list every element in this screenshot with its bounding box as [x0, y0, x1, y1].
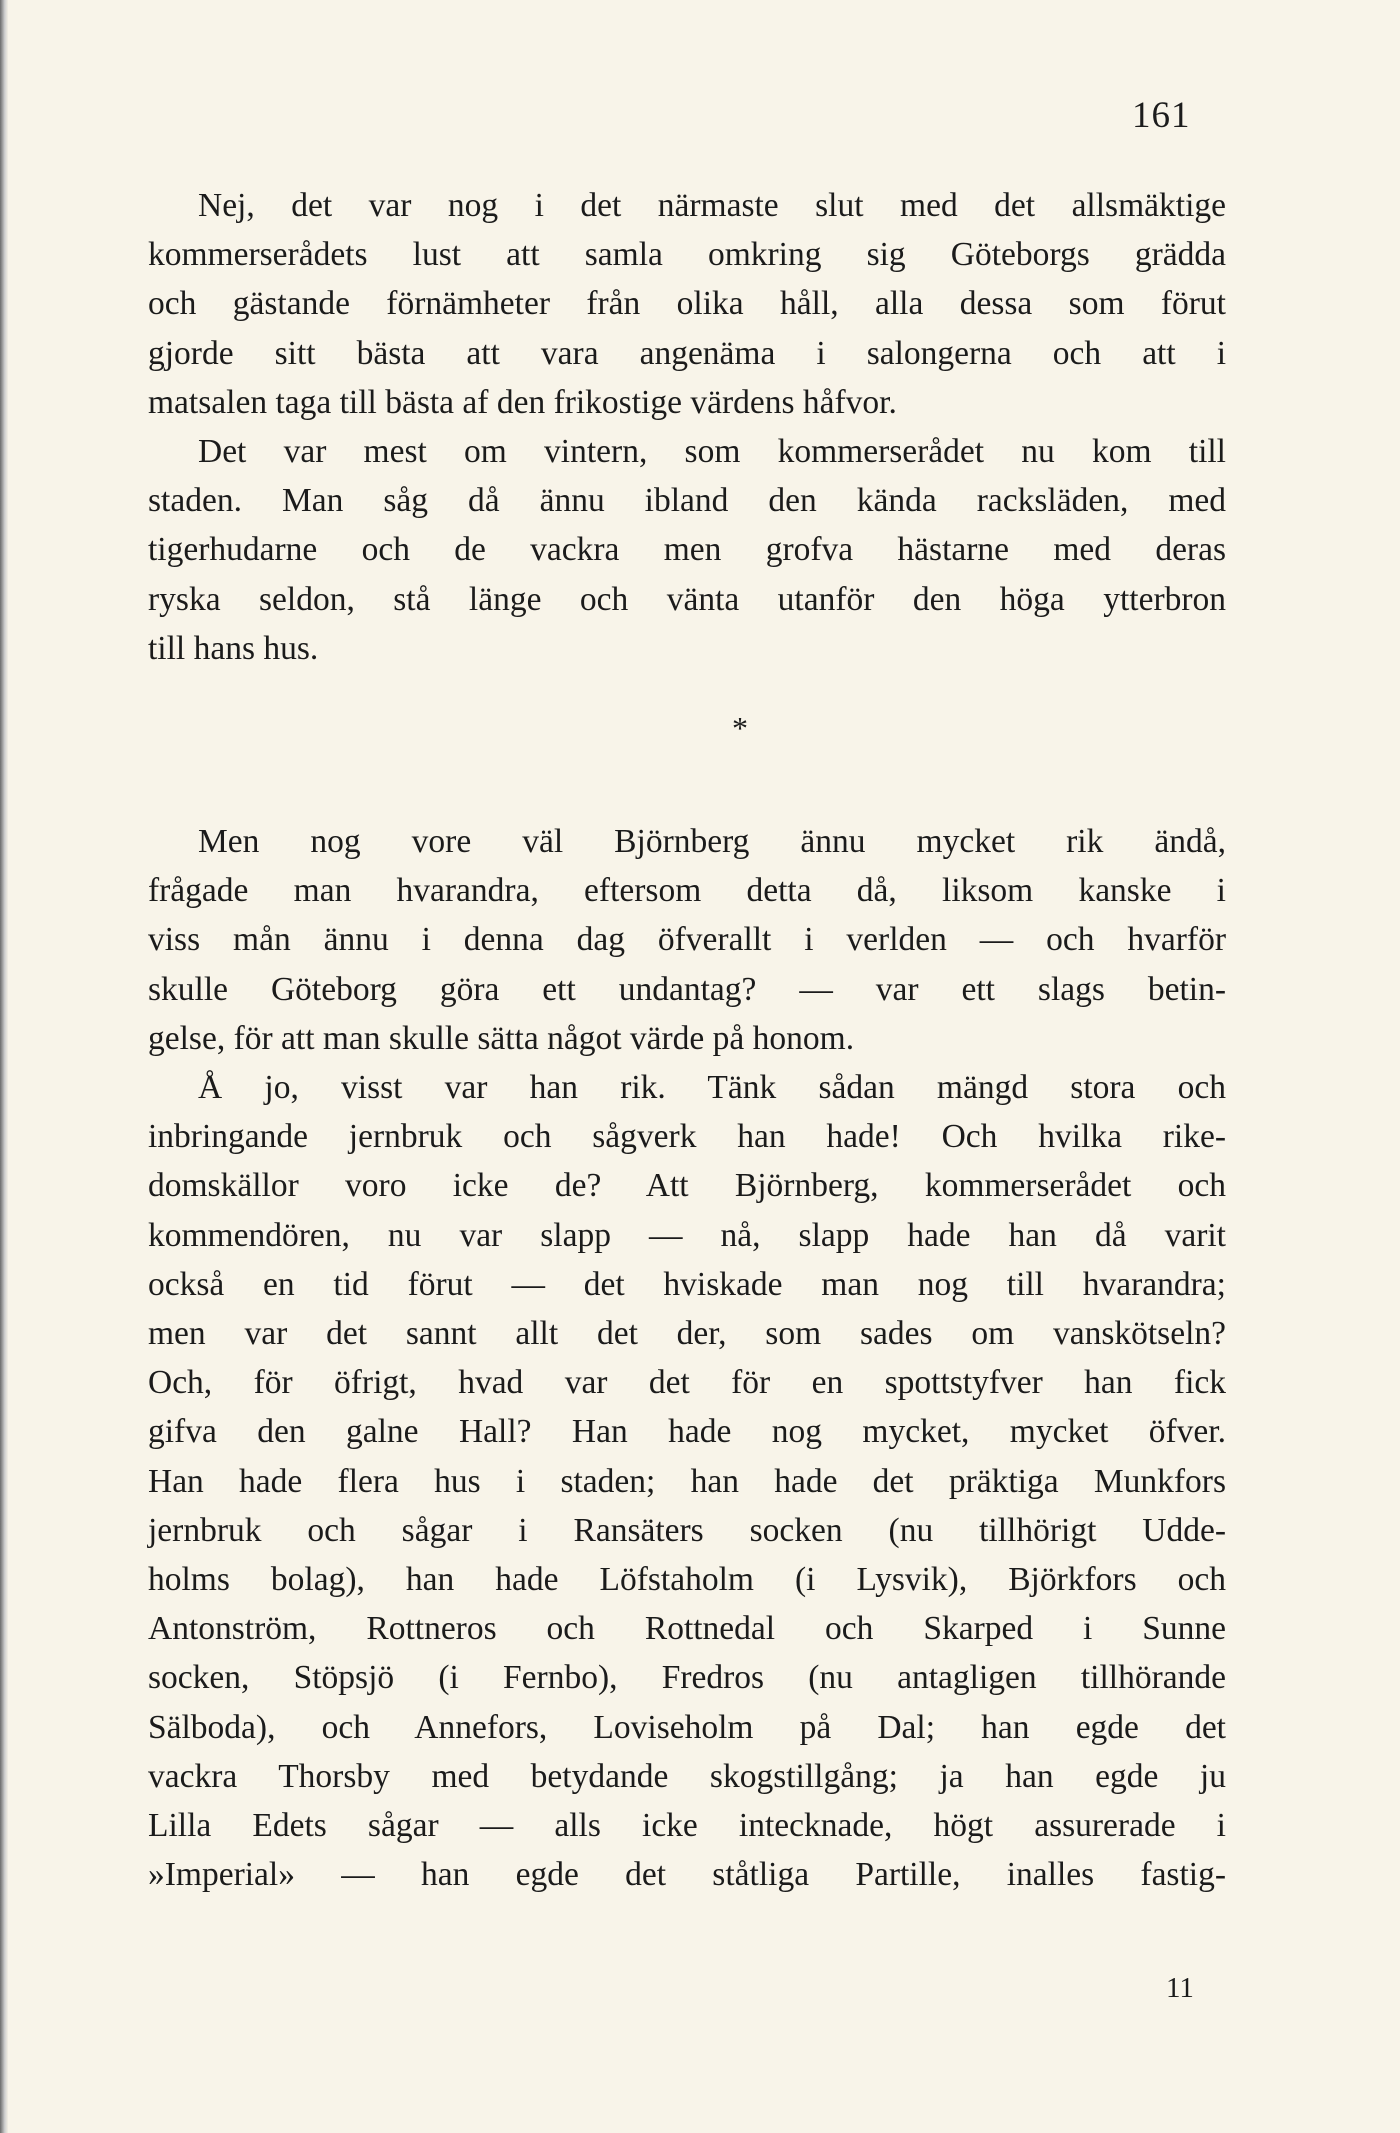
section-separator: *: [732, 710, 748, 746]
text-line: inbringande jernbruk och sågverk han hade! Och hvilka rike-: [148, 1118, 1226, 1156]
text-line: Och, för öfrigt, hvad var det för en spottstyfver han fick: [148, 1364, 1226, 1402]
text-line: gifva den galne Hall? Han hade nog mycket, mycket öfver.: [148, 1413, 1226, 1451]
text-line: tigerhudarne och de vackra men grofva hästarne med deras: [148, 531, 1226, 569]
text-line: skulle Göteborg göra ett undantag? — var ett slags betin-: [148, 970, 1226, 1008]
text-line: till hans hus.: [148, 629, 319, 667]
text-line: Men nog vore väl Björnberg ännu mycket rik ändå,: [198, 823, 1226, 860]
text-line: holms bolag), han hade Löfstaholm (i Lysvik), Björkfors och: [148, 1561, 1226, 1599]
text-line: socken, Stöpsjö (i Fernbo), Fredros (nu antagligen tillhörande: [148, 1659, 1226, 1697]
text-line: Å jo, visst var han rik. Tänk sådan mängd stora och: [198, 1069, 1226, 1107]
text-line: matsalen taga till bästa af den frikostige värdens håfvor.: [148, 383, 897, 421]
text-line: staden. Man såg då ännu ibland den kända racksläden, med: [148, 482, 1226, 520]
text-line: Antonström, Rottneros och Rottnedal och Skarped i Sunne: [148, 1610, 1226, 1648]
text-line: också en tid förut — det hviskade man nog till hvarandra;: [148, 1265, 1226, 1303]
signature-mark: 11: [1166, 1972, 1194, 2004]
text-line: men var det sannt allt det der, som sades om vanskötseln?: [148, 1315, 1226, 1353]
text-line: och gästande förnämheter från olika håll, alla dessa som förut: [148, 285, 1226, 323]
text-line: »Imperial» — han egde det ståtliga Partille, inalles fastig-: [148, 1856, 1226, 1894]
paragraph-group-top: [148, 181, 1226, 673]
text-line: vackra Thorsby med betydande skogstillgång; ja han egde ju: [148, 1757, 1226, 1795]
text-line: Han hade flera hus i staden; han hade det präktiga Munkfors: [148, 1462, 1226, 1500]
text-line: viss mån ännu i denna dag öfverallt i verlden — och hvarför: [148, 921, 1226, 959]
paragraph-group-bottom: [148, 817, 1226, 1899]
text-line: kommerserådets lust att samla omkring sig Göteborgs grädda: [148, 236, 1226, 274]
text-line: Lilla Edets sågar — alls icke intecknade, högt assurerade i: [148, 1807, 1226, 1845]
text-line: Nej, det var nog i det närmaste slut med det allsmäktige: [198, 187, 1226, 224]
text-line: domskällor voro icke de? Att Björnberg, kommerserådet och: [148, 1167, 1226, 1205]
scan-edge: [0, 0, 8, 2133]
text-line: gelse, för att man skulle sätta något värde på honom.: [148, 1019, 855, 1057]
text-line: gjorde sitt bästa att vara angenäma i salongerna och att i: [148, 334, 1226, 372]
text-line: kommendören, nu var slapp — nå, slapp hade han då varit: [148, 1216, 1226, 1254]
text-line: frågade man hvarandra, eftersom detta då, liksom kanske i: [148, 872, 1226, 910]
page-number: 161: [1132, 95, 1191, 136]
text-line: ryska seldon, stå länge och vänta utanför den höga ytterbron: [148, 580, 1226, 618]
text-line: Sälboda), och Annefors, Loviseholm på Dal; han egde det: [148, 1708, 1226, 1746]
text-line: Det var mest om vintern, som kommerserådet nu kom till: [198, 433, 1226, 471]
text-line: jernbruk och sågar i Ransäters socken (nu tillhörigt Udde-: [148, 1511, 1226, 1549]
